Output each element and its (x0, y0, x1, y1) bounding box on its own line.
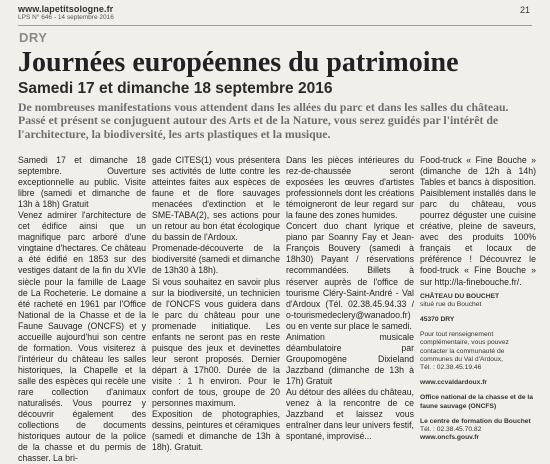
paragraph: Concert duo chant lyrique et piano par Soanny Fay et Jean-François Bouvery (samedi à 18h30) Payant / réservations recommandées. Billets à réserver auprès de l'office de tourisme Cléry-Saint-André - Val d'Ardoux (Tél. 02.38.45.94.33 / o-tourismedeclery@wanadoo.fr) ou en vente sur place le samedi. (286, 221, 414, 331)
paragraph: Exposition de photographies, dessins, peintures et céramiques (samedi et dimanche de 13h à 18h). Gratuit. (152, 409, 280, 453)
contact-text: Pour tout renseignement complémentaire, vous pouvez contacter la communauté de communes du Val d'Ardoux, (420, 331, 509, 363)
paragraph: gade CITES(1) vous présentera ses activités de lutte contre les atteintes faites aux espèces de faune et de flore sauvages menacées d'extinction et le SME-TABA(2), ses actions pour un retour au bon état écologique du bassin de l'Ardoux. (152, 155, 280, 243)
place-name: CHÂTEAU DU BOUCHET (420, 292, 500, 300)
text-column-2 (152, 155, 280, 451)
office-name: Office national de la chasse et de la faune sauvage (ONCFS) (420, 394, 533, 410)
contact-site: www.ccvaldardoux.fr (420, 379, 488, 387)
centre-site: www.oncfs.gouv.fr (420, 434, 480, 442)
text-column-1 (18, 155, 146, 464)
page-number: 21 (519, 5, 530, 15)
article-subtitle: Samedi 17 et dimanche 18 septembre 2016 (18, 80, 333, 97)
page-header (18, 4, 532, 24)
practical-info (420, 293, 536, 443)
text-column-4 (420, 155, 536, 451)
paragraph: Animation musicale déambulatoire par Groupomogène Dixieland Jazzband (dimanche de 13h à 17h) Gratuit (286, 331, 414, 386)
contact-phone: Tél. : 02.38.45.19.46 (420, 363, 482, 371)
centre-phone: Tél. : 02.38.45.70.82 (420, 426, 482, 433)
article-lead: De nombreuses manifestations vous attendent dans les allées du parc et dans les salles du château. Passé et présent se conjuguent autour des Arts et de la Nature, vous serez guidés par l'intérêt de l'architecture, la biodiversité, les arts plastiques et la musique. (18, 100, 509, 141)
text-column-3 (286, 155, 414, 451)
site-url: www.lapetitsologne.fr (18, 4, 114, 14)
paragraph: Si vous souhaitez en savoir plus sur la biodiversité, un technicien de l'ONCFS vous guidera dans le parc du château pour une promenade initiatique. Les enfants ne seront pas en reste puisque des jeux et devinettes leur seront proposés. Dernier départ à 17h00. Durée de la visite : 1 h environ. Pour le confort de tous, groupe de 20 personnes maximum. (152, 276, 280, 409)
paragraph: Venez admirer l'architecture de cet édifice ainsi que un magnifique parc arboré d'une vingtaine d'hectares. Ce château a été édifié en 1853 sur des vestiges datant de la fin du XVIe siècle pour la famille de Laage de La Rocheterie. Le domaine a été racheté en 1961 par l'Office National de la Chasse et de la Faune Sauvage (ONCFS) et y accueille aujourd'hui son centre de formation. Vous visiterez à l'intérieur du château les salles historiques, la Chapelle et la salle des espèces qui recèle une rare collection d'animaux naturalisés. Vous pourrez y découvrir également des collections de documents historiques autour de la police de la chasse et du permis de chasser. La bri- (18, 210, 146, 464)
postcode: 45370 DRY (420, 315, 455, 323)
paragraph: Au détour des allées du château, venez à la rencontre de ce Jazzband et laissez vous entraîner dans leur univers festif, spontané, improvisé... (286, 386, 414, 442)
place-sub: situé rue du Bouchet (420, 300, 482, 308)
paragraph: Dans les pièces intérieures du rez-de-chaussée seront exposées les œuvres d'artistes professionnels dont les créations témoigneront de leur regard sur la faune des zones humides. (286, 155, 414, 221)
centre-name: Le centre de formation du Bouchet (420, 417, 531, 425)
paragraph: Samedi 17 et dimanche 18 septembre. Ouverture exceptionnelle au public. Visite libre (samedi et dimanche de 13h à 18h) Gratuit (18, 155, 146, 210)
article-title: Journées européennes du patrimoine (18, 47, 459, 78)
paragraph: Food-truck « Fine Bouche » (dimanche de 12h à 14h) Tables et bancs à disposition. Paisiblement installés dans le parc du château, vous pourrez déguster une cuisine créative, pleine de saveurs, avec des produits 100% français et locaux de préférence ! Découvrez le food-truck « Fine Bouche » sur http://la-finebouche.fr/. (420, 155, 536, 287)
paragraph: Promenade-découverte de la biodiversité (samedi et dimanche de 13h30 à 18h). (152, 243, 280, 276)
issue-line: LPS N° 646 - 14 septembre 2016 (18, 14, 114, 21)
header-rule (18, 25, 532, 26)
section-label: DRY (19, 30, 48, 45)
